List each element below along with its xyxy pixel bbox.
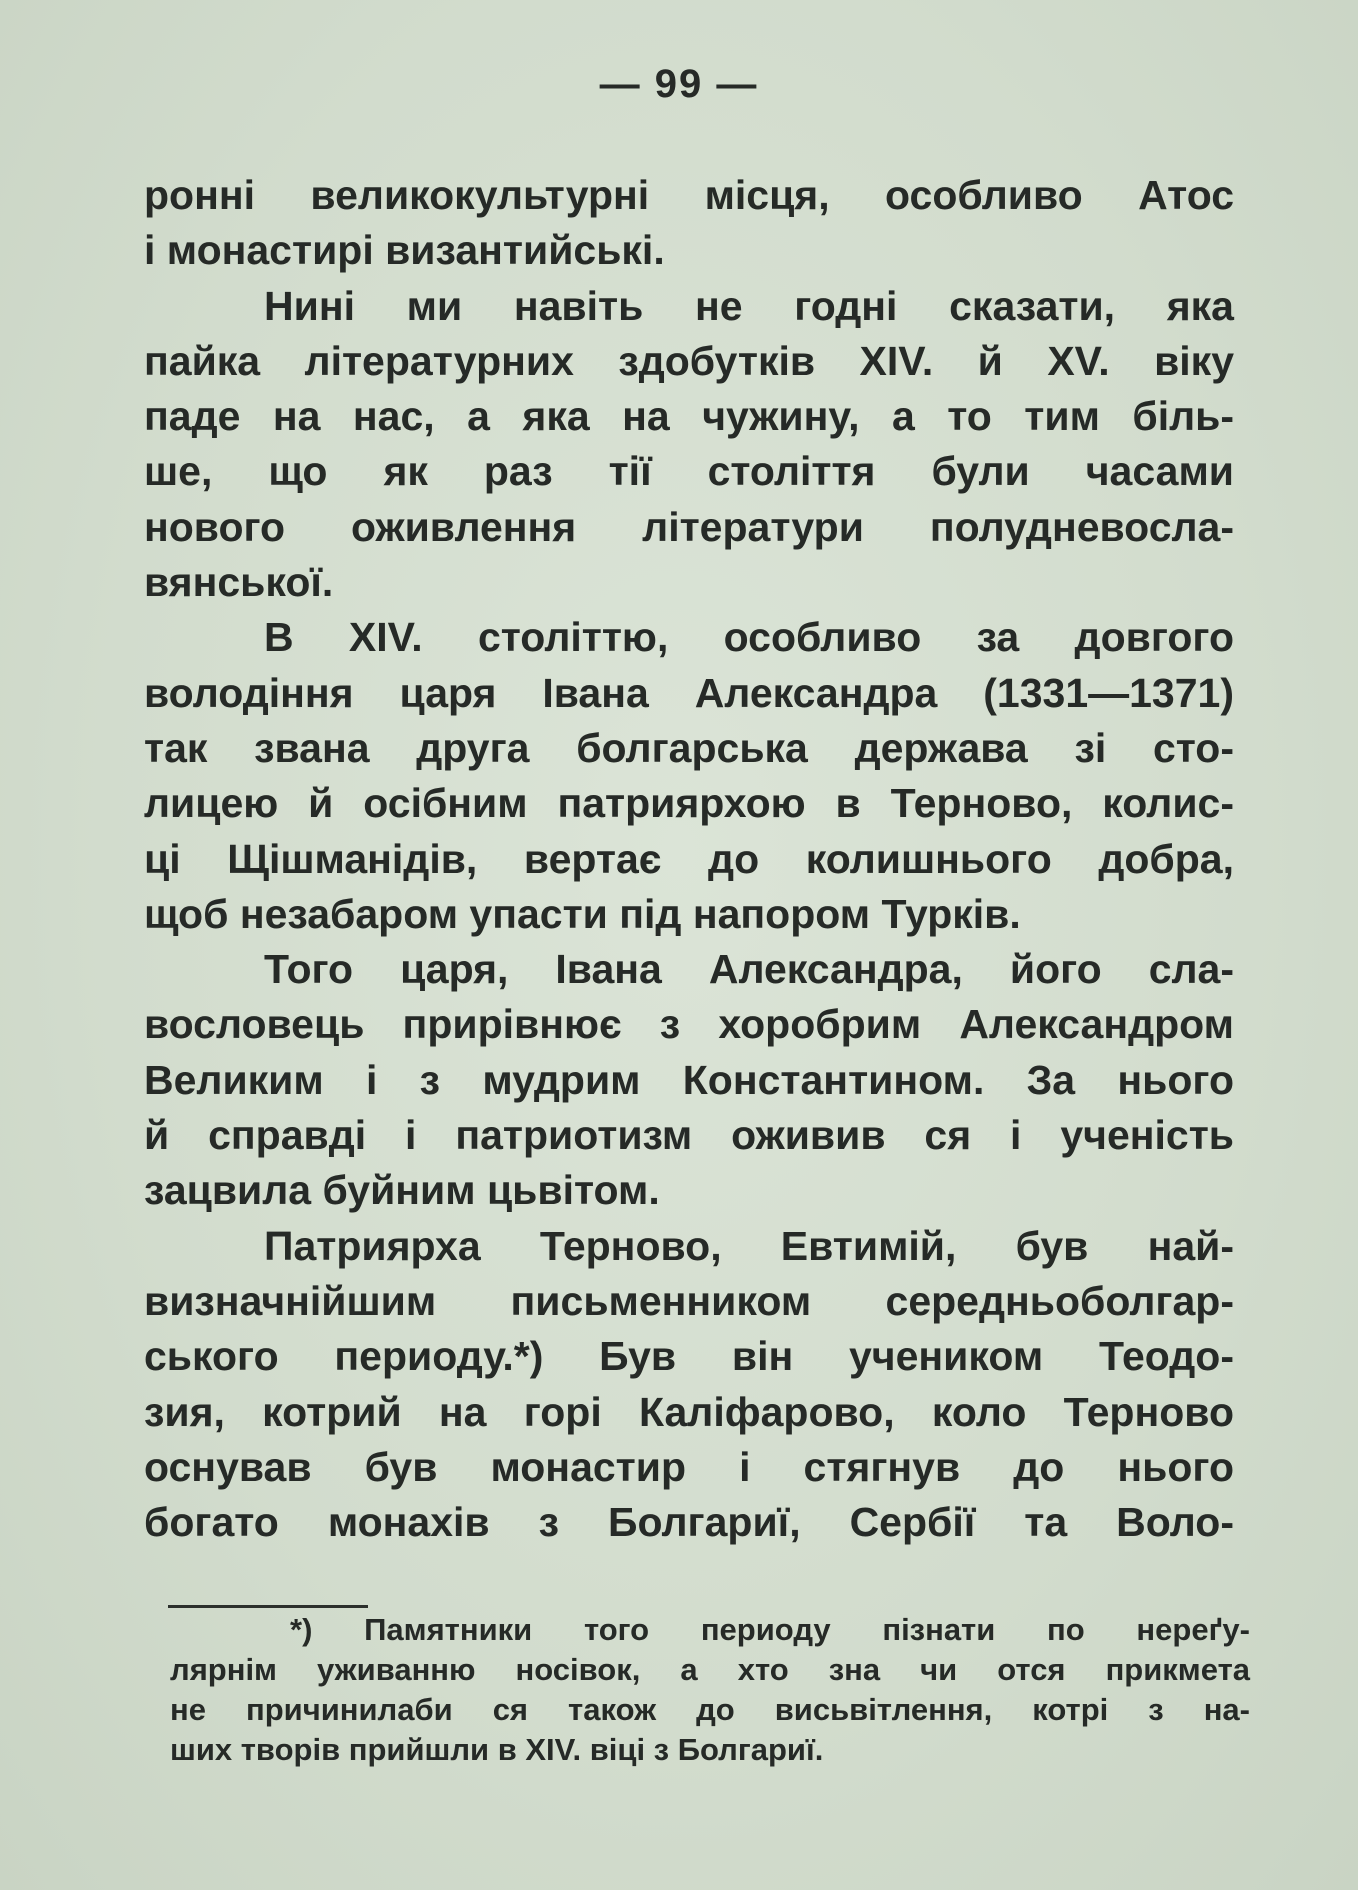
- text-line: зацвила буйним цьвітом.: [144, 1167, 660, 1214]
- text-line: богато монахів з Болгариї, Сербії та Воло-: [144, 1499, 1234, 1546]
- text-line: Нині ми навіть не годні сказати, яка: [264, 282, 1234, 329]
- text-line: паде на нас, а яка на чужину, а то тим біль-: [144, 393, 1234, 440]
- text-line: і монастирі византийські.: [144, 227, 665, 274]
- text-line: ського периоду.*) Був він учеником Теодо-: [144, 1333, 1234, 1380]
- text-line: нового оживлення літератури полудневосла-: [144, 503, 1234, 550]
- page-number: — 99 —: [599, 62, 759, 106]
- text-line: оснував був монастир і стягнув до нього: [144, 1443, 1234, 1490]
- text-line: ше, що як раз тії століття були часами: [144, 448, 1234, 495]
- text-line: вянської.: [144, 559, 334, 606]
- text-line: так звана друга болгарська держава зі сто-: [144, 724, 1234, 771]
- text-line: володіння царя Івана Александра (1331—1371): [144, 669, 1234, 716]
- text-line: Великим і з мудрим Константином. За нього: [144, 1056, 1234, 1103]
- body-text: [144, 168, 1234, 1550]
- text-line: лицею й осібним патриярхою в Терново, колис-: [144, 780, 1234, 827]
- footnote-line: *) Памятники того периоду пізнати по нереґу-: [290, 1612, 1250, 1647]
- footnote: [170, 1610, 1250, 1770]
- footnote-divider: [168, 1605, 368, 1608]
- text-line: пайка літературних здобутків XIV. й XV. віку: [144, 337, 1234, 384]
- text-line: Патриярха Терново, Евтимій, був най-: [264, 1222, 1234, 1269]
- text-line: щоб незабаром упасти під напором Турків.: [144, 890, 1021, 937]
- footnote-line: ших творів прийшли в XIV. віці з Болгариї.: [170, 1732, 824, 1767]
- footnote-line: лярнім уживанню носівок, а хто зна чи отся прикмета: [170, 1652, 1250, 1687]
- text-line: зия, котрий на горі Каліфарово, коло Терново: [144, 1388, 1234, 1435]
- text-line: ронні великокультурні місця, особливо Атос: [144, 172, 1234, 218]
- text-line: Того царя, Івана Александра, його сла-: [264, 946, 1234, 993]
- text-line: В XIV. століттю, особливо за довгого: [264, 614, 1234, 661]
- text-line: визначнійшим письменником середньоболгар-: [144, 1277, 1234, 1324]
- text-line: й справді і патриотизм оживив ся і ученість: [144, 1112, 1234, 1159]
- text-line: вословець прирівнює з хоробрим Александром: [144, 1001, 1234, 1048]
- footnote-line: не причинилаби ся також до висьвітлення, котрі з на-: [170, 1692, 1250, 1727]
- text-line: ці Щішманідів, вертає до колишнього добра,: [144, 835, 1234, 882]
